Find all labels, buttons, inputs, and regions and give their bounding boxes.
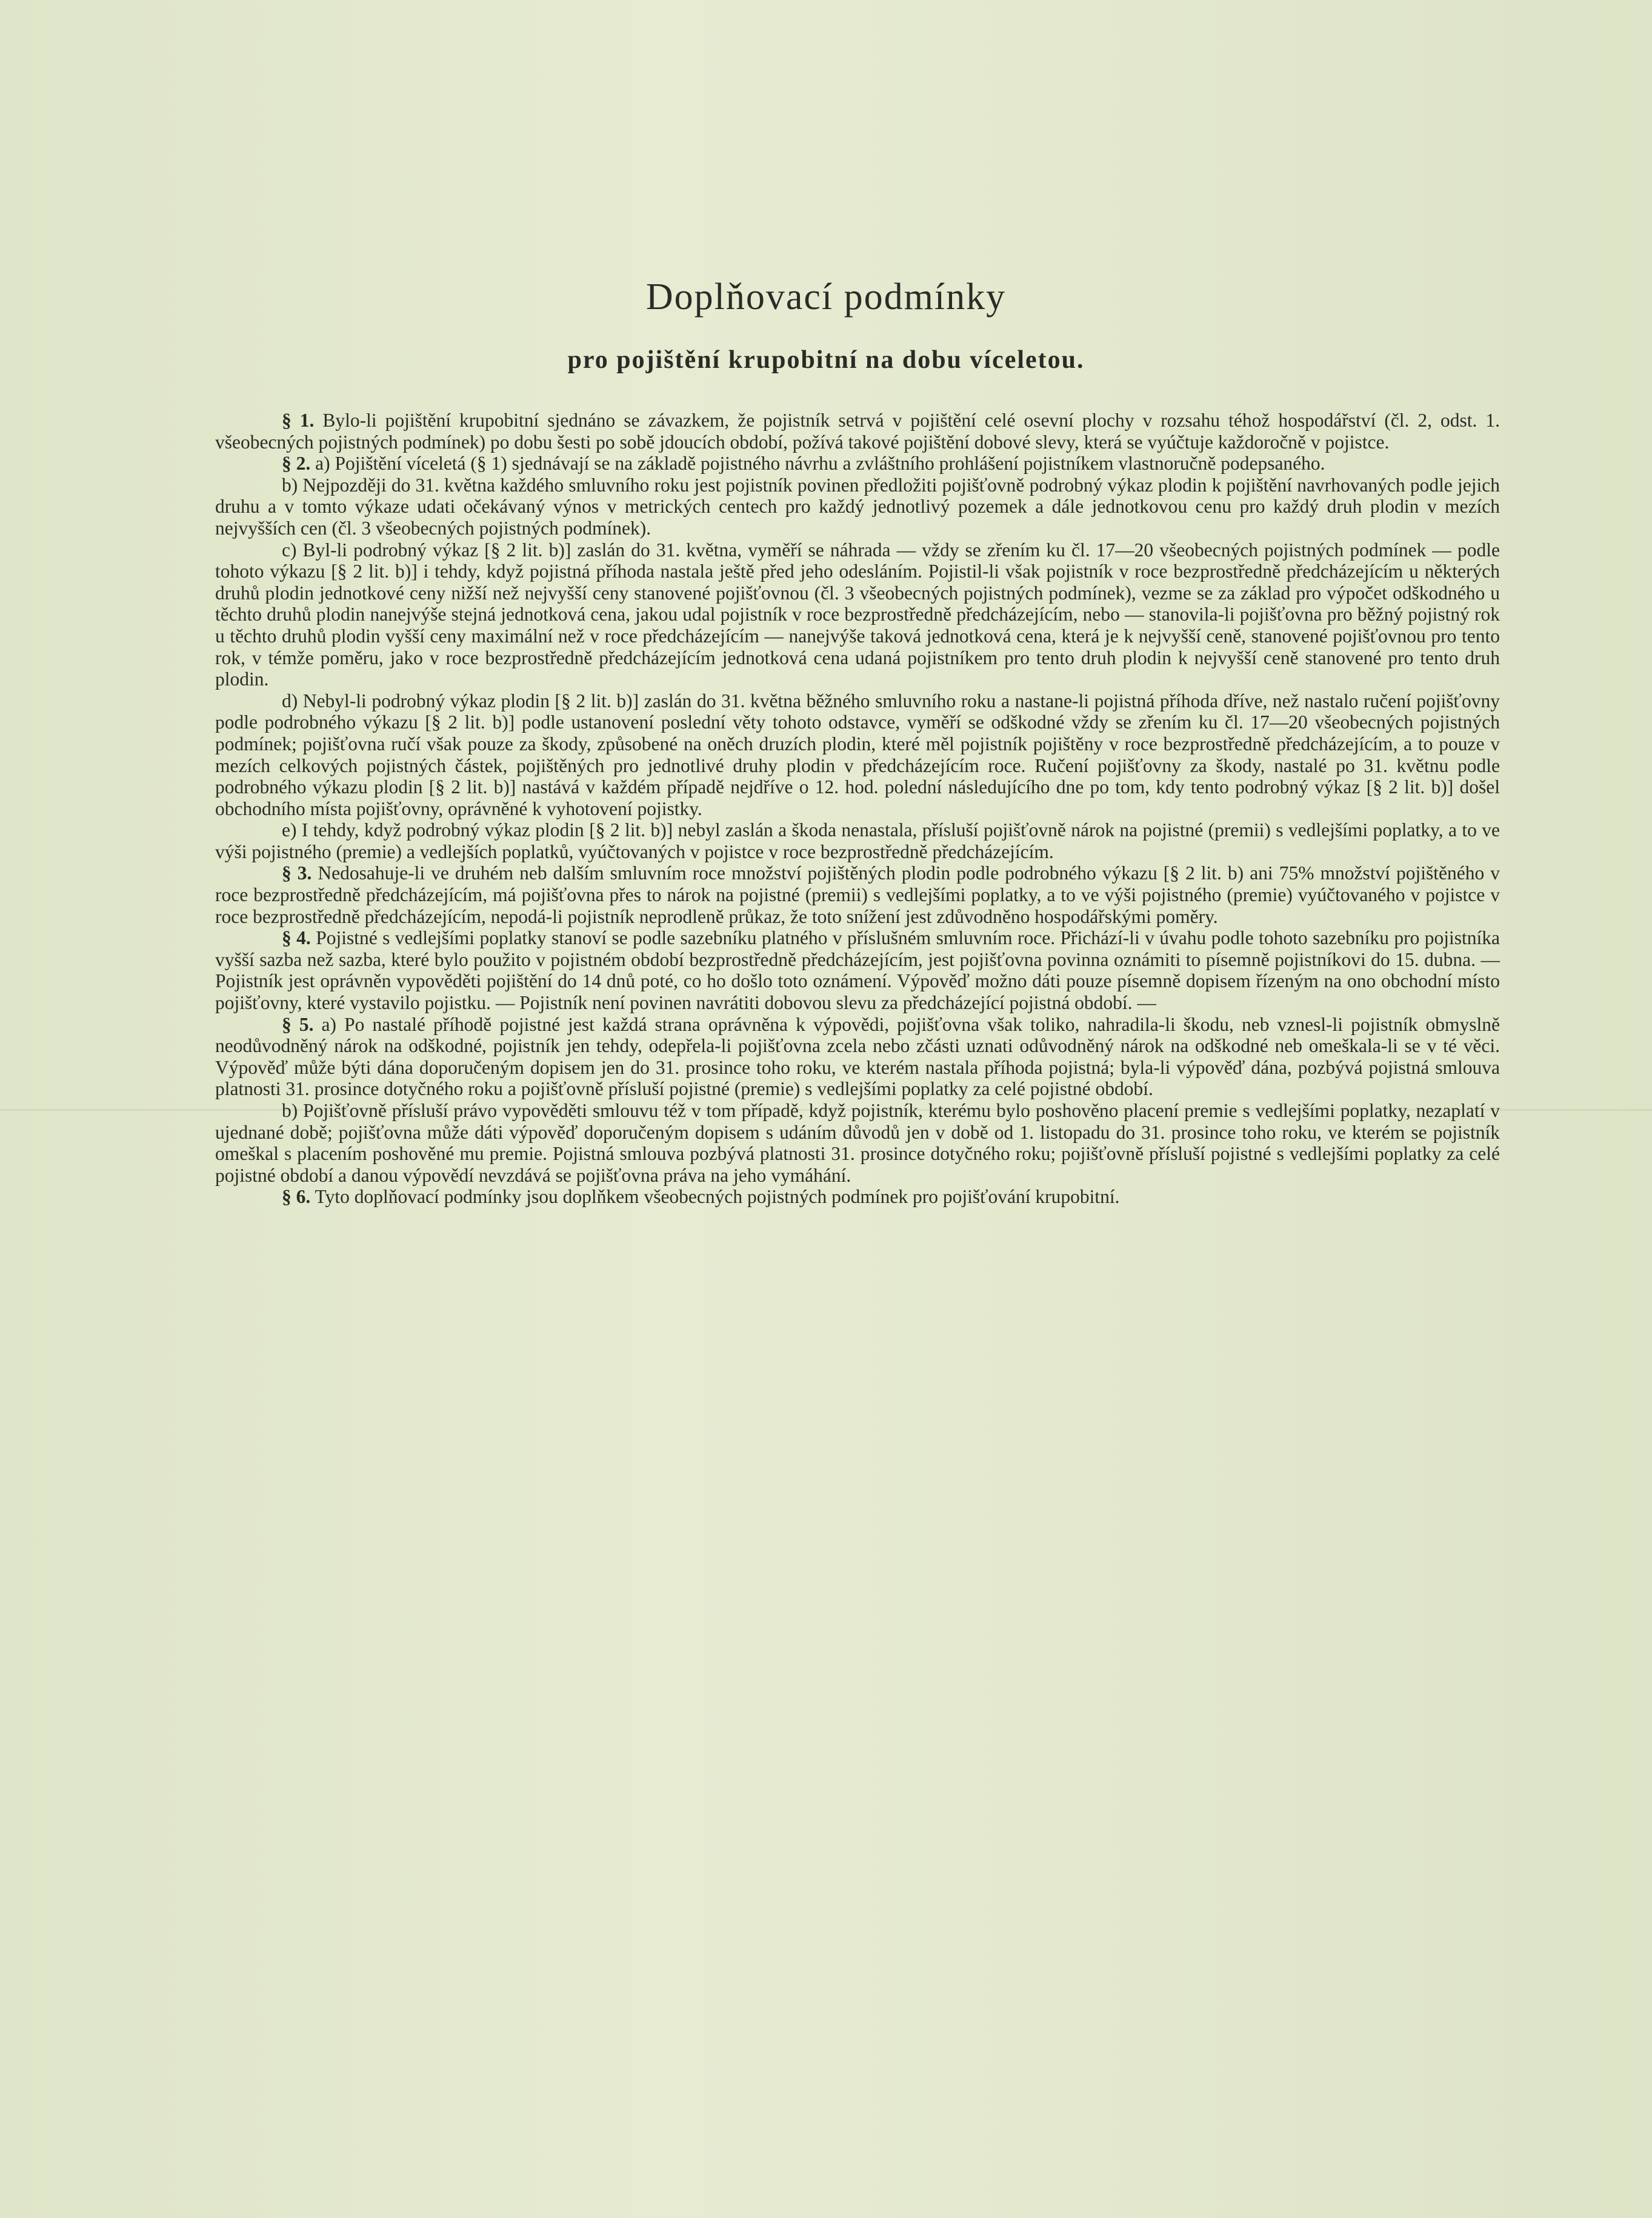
paragraph-text: b) Nejpozději do 31. května každého smluvního roku jest pojistník povinen předložiti pojišťovně podrobný výkaz plodin k pojištění navrhovaných podle jejich druhu a v tomto výkaze udati očekávaný výnos v metrických centech pro každý jednotlivý pozemek a dále jednotkovou cenu pro každý druh plodin v mezích nejvyšších cen (čl. 3 všeobecných pojistných podmínek). (215, 474, 1500, 539)
section-mark: § 1. (282, 410, 315, 431)
paragraph-s2c (215, 539, 1500, 690)
paragraph-s1 (215, 410, 1500, 453)
paragraph-s3 (215, 862, 1500, 927)
paragraph-text: Bylo-li pojištění krupobitní sjednáno se závazkem, že pojistník setrvá v pojištění celé osevní plochy v rozsahu téhož hospodářství (čl. 2, odst. 1. všeobecných pojistných podmínek) po dobu šesti po sobě jdoucích období, požívá takové pojištění dobové slevy, která se vyúčtuje každoročně v pojistce. (215, 410, 1500, 453)
paragraph-s2e (215, 819, 1500, 862)
document-title: Doplňovací podmínky (645, 276, 1007, 318)
paragraph-s2a (215, 453, 1500, 475)
paragraph-text: Nedosahuje-li ve druhém neb dalším smluvním roce množství pojištěných plodin podle podrobného výkazu [§ 2 lit. b) ani 75% množství pojištěného v roce bezprostředně předcházejícím, má pojišťovna přes to nárok na pojistné (premii) s vedlejšími poplatky, a to ve výši pojistného (premie) vyúčtovaného v pojistce v roce bezprostředně předcházejícím, nepodá-li pojistník neprodleně průkaz, že toto snížení jest zdůvodněno hospodářskými poměry. (215, 862, 1500, 927)
paragraph-s2d (215, 690, 1500, 820)
paragraph-text: d) Nebyl-li podrobný výkaz plodin [§ 2 lit. b)] zaslán do 31. května běžného smluvního roku a nastane-li pojistná příhoda dříve, než nastalo ručení pojišťovny podle podrobného výkazu [§ 2 lit. b)] podle ustanovení poslední věty tohoto odstavce, vyměří se odškodné vždy se zřením ku čl. 17—20 všeobecných pojistných podmínek; pojišťovna ručí však pouze za škody, způsobené na oněch druzích plodin, které měl pojistník pojištěny v roce bezprostředně předcházejícím, a to pouze v mezích celkových pojistných částek, pojištěných pro jednotlivé druhy plodin v předcházejícím roce. Ručení pojišťovny za škody, nastalé po 31. květnu podle podrobného výkazu plodin [§ 2 lit. b)] nastává v každém případě nejdříve o 12. hod. polední následujícího dne po tom, kdy tento podrobný výkaz [§ 2 lit. b)] došel obchodního místa pojišťovny, oprávněné k vyhotovení pojistky. (215, 690, 1500, 819)
paragraph-text: a) Po nastalé příhodě pojistné jest každá strana oprávněna k výpovědi, pojišťovna však toliko, nahradila-li škodu, neb vznesl-li pojistník obmyslně neodůvodněný nárok na odškodné, pojistník jen tehdy, odepřela-li pojišťovna zcela nebo zčásti uznati odůvodněný nárok na odškodné neb omeškala-li se v té věci. Výpověď může býti dána doporučeným dopisem jen do 31. prosince toho roku, ve kterém nastala příhoda pojistná; byla-li výpověď dána, pozbývá pojistná smlouva platnosti 31. prosince dotyčného roku a pojišťovně přísluší pojistné (premie) s vedlejšími poplatky za celé pojistné období. (215, 1013, 1500, 1100)
paragraph-s2b (215, 475, 1500, 539)
paragraph-text: e) I tehdy, když podrobný výkaz plodin [§ 2 lit. b)] nebyl zaslán a škoda nenastala, přísluší pojišťovně nárok na pojistné (premii) s vedlejšími poplatky, a to ve výši pojistného (premie) a vedlejších poplatků, vyúčtovaných v pojistce v roce bezprostředně předcházejícím. (215, 819, 1500, 862)
document-subtitle: pro pojištění krupobitní na dobu víceletou. (567, 346, 1085, 374)
paragraph-s5b (215, 1100, 1500, 1186)
paragraph-text: a) Pojištění víceletá (§ 1) sjednávají se na základě pojistného návrhu a zvláštního prohlášení pojistníkem vlastnoručně podepsaného. (310, 453, 1325, 475)
section-mark: § 5. (282, 1013, 314, 1035)
paragraph-text: c) Byl-li podrobný výkaz [§ 2 lit. b)] zaslán do 31. května, vyměří se náhrada — vždy se zřením ku čl. 17—20 všeobecných pojistných podmínek — podle tohoto výkazu [§ 2 lit. b)] i tehdy, když pojistná příhoda nastala ještě před jeho odesláním. Pojistil-li však pojistník v roce bezprostředně předcházejícím u některých druhů plodin jednotkové ceny nižší než nejvyšší ceny stanovené pojišťovnou (čl. 3 všeobecných pojistných podmínek), vezme se za základ pro výpočet odškodného u těchto druhů plodin nanejvýše stejná jednotková cena, jakou udal pojistník v roce bezprostředně předcházejícím, nebo — stanovila-li pojišťovna pro běžný pojistný rok u těchto druhů plodin vyšší ceny maximální než v roce předcházejícím — nanejvýše taková jednotková cena, která je k nejvyšší ceně, stanovené pojišťovnou pro tento rok, v témže poměru, jako v roce bezprostředně předcházejícím jednotková cena udaná pojistníkem pro tento druh plodin k nejvyšší ceně stanovené pro tento druh plodin. (215, 539, 1500, 690)
section-mark: § 6. (282, 1186, 311, 1208)
document-body (215, 410, 1500, 1208)
section-mark: § 3. (282, 862, 312, 884)
paragraph-s6 (215, 1186, 1500, 1208)
paragraph-s5a (215, 1014, 1500, 1100)
paragraph-text: Pojistné s vedlejšími poplatky stanoví se podle sazebníku platného v příslušném smluvním roce. Přichází-li v úvahu podle tohoto sazebníku pro pojistníka vyšší sazba než sazba, které bylo použito v pojistném období bezprostředně předcházejícím, jest pojišťovna povinna oznámiti to písemně pojistníkovi do 15. dubna. — Pojistník jest oprávněn vypověděti pojištění do 14 dnů poté, co ho došlo toto oznámení. Výpověď možno dáti pouze písemně dopisem řízeným na ono obchodní místo pojišťovny, které vystavilo pojistku. — Pojistník není povinen navrátiti dobovou slevu za předcházející pojistná období. — (215, 927, 1500, 1014)
paragraph-text: Tyto doplňovací podmínky jsou doplňkem všeobecných pojistných podmínek pro pojišťování krupobitní. (310, 1186, 1120, 1208)
section-mark: § 2. (282, 453, 311, 475)
paragraph-s4 (215, 927, 1500, 1013)
paragraph-text: b) Pojišťovně přísluší právo vypověděti smlouvu též v tom případě, když pojistník, kterému bylo poshověno placení premie s vedlejšími poplatky, nezaplatí v ujednané době; pojišťovna může dáti výpověď doporučeným dopisem s udáním důvodů jen v době od 1. listopadu do 31. prosince toho roku, ve kterém se pojistník omeškal s placením poshověné mu premie. Pojistná smlouva pozbývá platnosti 31. prosince dotyčného roku; pojišťovně přísluší pojistné s vedlejšími poplatky za celé pojistné období a danou výpovědí nevzdává se pojišťovna práva na jeho vymáhání. (215, 1100, 1500, 1186)
section-mark: § 4. (282, 927, 311, 949)
